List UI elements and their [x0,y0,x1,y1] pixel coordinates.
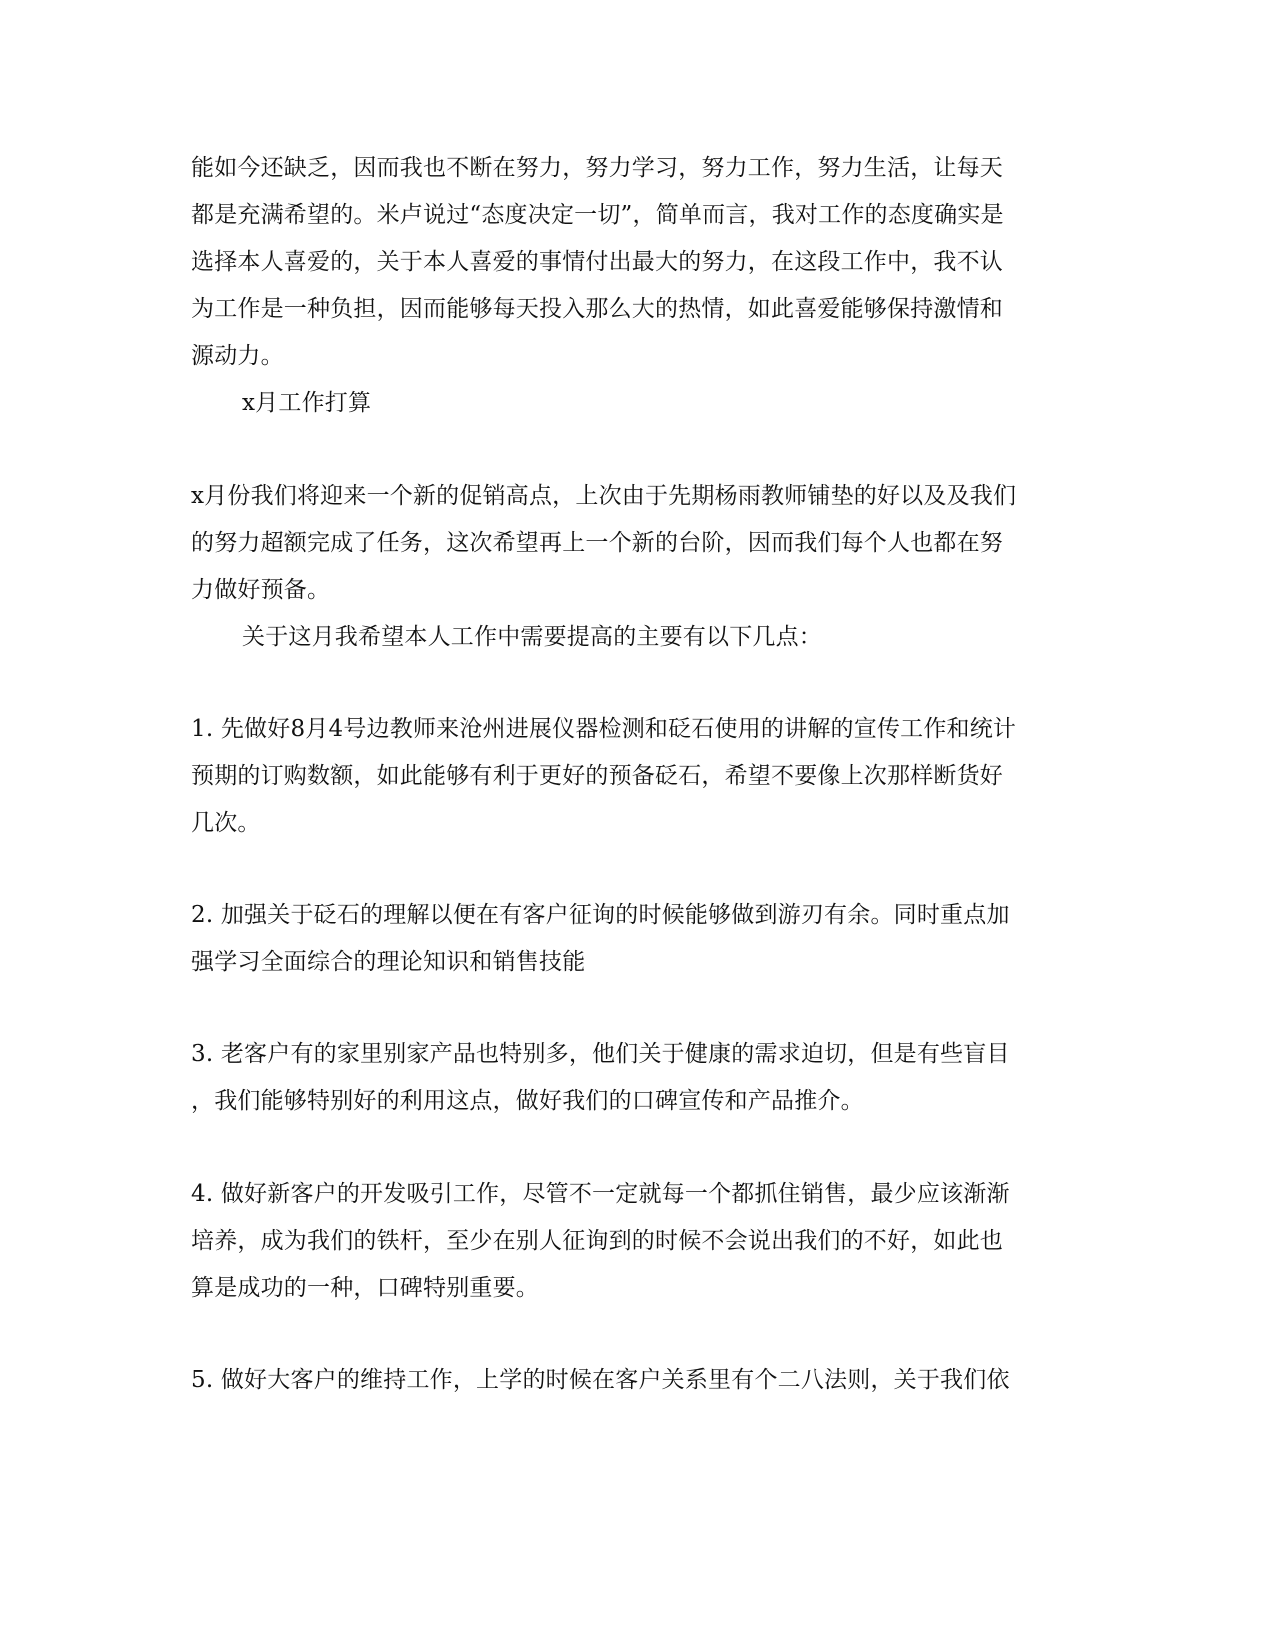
section-heading: x月工作打算 [242,390,372,416]
list-item-line: 4. 做好新客户的开发吸引工作，尽管不一定就每一个都抓住销售，最少应该渐渐 [191,1181,1010,1207]
paragraph-line: 源动力。 [191,343,284,369]
paragraph-line: 力做好预备。 [191,577,331,603]
list-item-line: 1. 先做好8月4号边教师来沧州进展仪器检测和砭石使用的讲解的宣传工作和统计 [191,716,1017,742]
paragraph-line: 选择本人喜爱的，关于本人喜爱的事情付出最大的努力，在这段工作中，我不认 [191,249,1003,275]
list-item-line: 强学习全面综合的理论知识和销售技能 [191,949,586,975]
paragraph-line: 关于这月我希望本人工作中需要提高的主要有以下几点： [242,624,822,650]
paragraph-line: 能如今还缺乏，因而我也不断在努力，努力学习，努力工作，努力生活，让每天 [191,155,1003,181]
paragraph-line: 为工作是一种负担，因而能够每天投入那么大的热情，如此喜爱能够保持激情和 [191,296,1003,322]
list-item-line: 算是成功的一种，口碑特别重要。 [191,1275,539,1301]
paragraph-line: x月份我们将迎来一个新的促销高点，上次由于先期杨雨教师铺垫的好以及及我们 [191,483,1017,509]
list-item-line: 几次。 [191,810,261,836]
list-item-line: 3. 老客户有的家里别家产品也特别多，他们关于健康的需求迫切，但是有些盲目 [191,1041,1010,1067]
list-item-line: ，我们能够特别好的利用这点，做好我们的口碑宣传和产品推介。 [191,1088,864,1114]
paragraph-line: 的努力超额完成了任务，这次希望再上一个新的台阶，因而我们每个人也都在努 [191,530,1003,556]
list-item-line: 2. 加强关于砭石的理解以便在有客户征询的时候能够做到游刃有余。同时重点加 [191,902,1010,928]
list-item-line: 预期的订购数额，如此能够有利于更好的预备砭石，希望不要像上次那样断货好 [191,763,1003,789]
paragraph-line: 都是充满希望的。米卢说过“态度决定一切”，简单而言，我对工作的态度确实是 [191,202,1004,228]
list-item-line: 培养，成为我们的铁杆，至少在别人征询到的时候不会说出我们的不好，如此也 [191,1228,1003,1254]
list-item-line: 5. 做好大客户的维持工作，上学的时候在客户关系里有个二八法则，关于我们依 [191,1367,1010,1393]
